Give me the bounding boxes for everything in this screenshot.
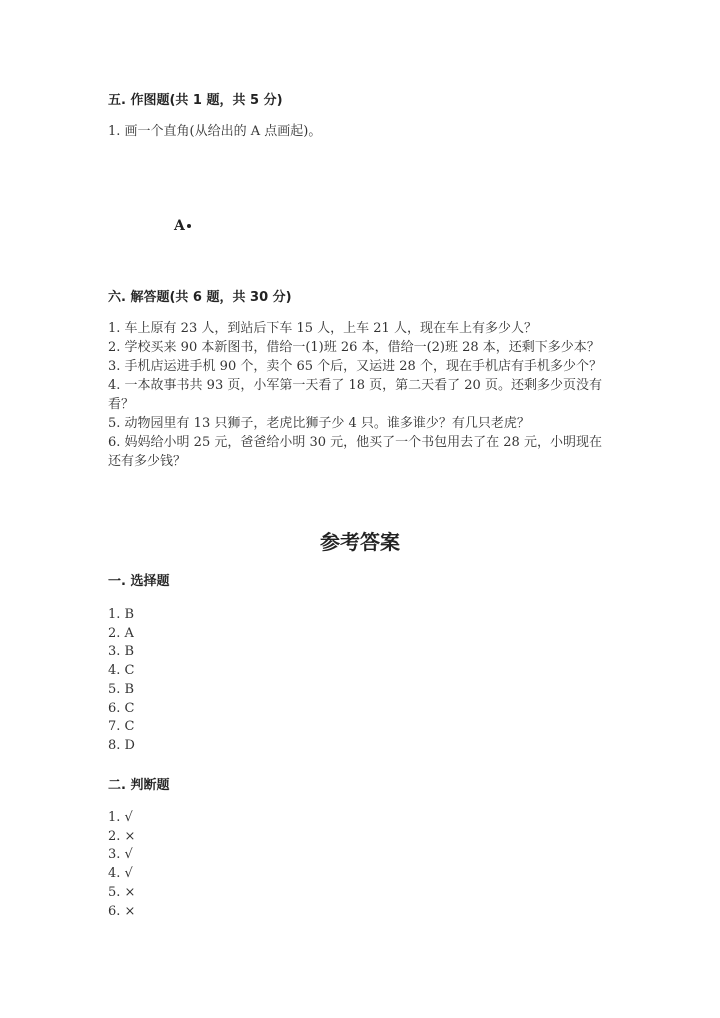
answer-item: 3. √ (108, 847, 133, 863)
answer-item: 5. × (108, 884, 136, 900)
answers-part2-heading: 二. 判断题 (108, 778, 170, 793)
point-dot-icon (187, 224, 191, 228)
answers-part1-heading: 一. 选择题 (108, 574, 170, 589)
point-a (174, 218, 191, 234)
answers-title: 参考答案 (320, 530, 400, 554)
section6-heading: 六. 解答题(共 6 题，共 30 分) (108, 290, 292, 305)
question: 6. 妈妈给小明 25 元，爸爸给小明 30 元，他买了一个书包用去了在 28 元，小明现在还有多少钱？ (108, 435, 602, 469)
answers-part1-list (108, 606, 614, 756)
answer-item: 6. × (108, 903, 136, 919)
section6-questions (108, 319, 614, 471)
answer-item: 2. × (108, 828, 136, 844)
question: 4. 一本故事书共 93 页，小军第一天看了 18 页，第二天看了 20 页。还剩多少页没有看？ (108, 378, 602, 412)
answer-item: 6. C (108, 700, 135, 716)
question: 1. 车上原有 23 人，到站后下车 15 人，上车 21 人，现在车上有多少人？ (108, 321, 537, 336)
answer-item: 4. √ (108, 866, 133, 882)
answer-item: 8. D (108, 737, 135, 753)
answer-item: 1. √ (108, 810, 133, 825)
answer-item: 2. A (108, 625, 134, 641)
answer-item: 1. B (108, 607, 135, 622)
question: 5. 动物园里有 13 只狮子，老虎比狮子少 4 只。谁多谁少？有几只老虎？ (108, 416, 530, 431)
answer-item: 7. C (108, 719, 135, 735)
answer-item: 5. B (108, 681, 135, 697)
question: 2. 学校买来 90 本新图书，借给一(1)班 26 本，借给一(2)班 28 本，还剩下多少本？ (108, 340, 600, 355)
point-a-label: A (174, 218, 185, 234)
question: 3. 手机店运进手机 90 个，卖个 65 个后，又运进 28 个，现在手机店有手机多少个？ (108, 359, 602, 374)
answers-part2-list (108, 809, 614, 921)
section5-heading: 五. 作图题(共 1 题，共 5 分) (108, 93, 283, 108)
answer-item: 3. B (108, 644, 135, 660)
answer-item: 4. C (108, 663, 135, 679)
section5-question: 1. 画一个直角(从给出的 A 点画起)。 (108, 124, 322, 139)
